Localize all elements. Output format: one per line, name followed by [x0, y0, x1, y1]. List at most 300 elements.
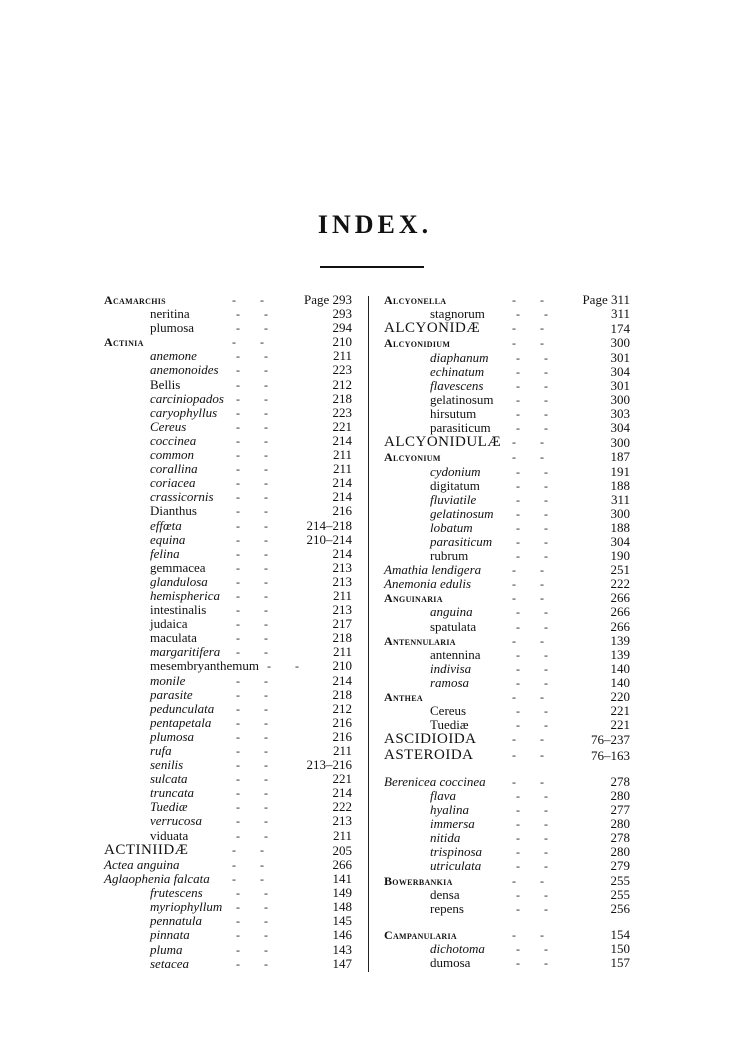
index-term: dichotoma — [430, 940, 485, 956]
leader-dashes: - - — [516, 478, 548, 493]
page-number: 214 — [332, 672, 352, 688]
index-term: immersa — [430, 816, 475, 832]
index-term: rufa — [150, 743, 172, 758]
index-term: Tuediæ — [430, 717, 469, 733]
page-number: 205 — [332, 842, 352, 858]
leader-dashes: - - — [236, 744, 268, 758]
leader-dashes: - - — [236, 307, 268, 322]
index-term: Cereus — [150, 418, 187, 434]
index-entry — [104, 603, 356, 617]
page-number: 278 — [610, 773, 630, 789]
leader-dashes: - - — [516, 789, 548, 803]
page-number: 255 — [610, 886, 630, 902]
page-number: 304 — [610, 420, 630, 436]
index-column-right — [384, 293, 634, 970]
index-entry — [104, 928, 356, 942]
index-entry — [104, 688, 356, 702]
index-entry — [104, 786, 356, 800]
index-entry — [104, 872, 356, 886]
index-entry — [104, 645, 356, 659]
leader-dashes: - - — [512, 336, 544, 351]
index-term: crassicornis — [150, 489, 214, 505]
index-term: anemone — [150, 348, 197, 364]
leader-dashes: - - — [236, 448, 268, 463]
index-entry — [384, 817, 634, 831]
leader-dashes: - - — [232, 872, 264, 887]
leader-dashes: - - — [236, 490, 268, 505]
index-term: stagnorum — [430, 306, 485, 322]
index-entry — [384, 620, 634, 634]
leader-dashes: - - — [236, 518, 268, 533]
index-entry — [384, 336, 634, 350]
index-entry — [384, 393, 634, 407]
page-number: 218 — [332, 630, 352, 646]
index-term: hirsutum — [430, 405, 477, 421]
leader-dashes: - - — [512, 873, 544, 888]
leader-dashes: - - — [516, 364, 548, 379]
page-number: 266 — [610, 618, 630, 634]
page-number: 214–218 — [306, 517, 352, 533]
page-number: 76–163 — [591, 747, 630, 763]
index-entry — [104, 957, 356, 971]
page-number: 280 — [610, 816, 630, 832]
page-number: 174 — [610, 321, 630, 337]
index-entry — [384, 365, 634, 379]
index-term: ASTEROIDA — [384, 746, 474, 763]
leader-dashes: - - — [512, 577, 544, 592]
index-entry — [104, 363, 356, 377]
index-term: Alcyonidium — [384, 336, 451, 351]
index-term: viduata — [150, 827, 189, 843]
index-term: flava — [430, 788, 456, 803]
index-entry — [104, 829, 356, 843]
index-term: utriculata — [430, 858, 482, 874]
index-term: pluma — [150, 941, 183, 957]
leader-dashes: - - — [236, 476, 268, 491]
index-entry — [104, 716, 356, 730]
page-number: 190 — [610, 548, 630, 564]
leader-dashes: - - — [512, 732, 544, 747]
index-term: coriacea — [150, 475, 196, 491]
index-entry — [384, 493, 634, 507]
leader-dashes: - - — [516, 887, 548, 902]
page-number: 139 — [610, 632, 630, 648]
page-number: 216 — [332, 714, 352, 730]
leader-dashes: - - — [516, 845, 548, 860]
index-term: coccinea — [150, 432, 197, 448]
page-number: 311 — [610, 306, 630, 322]
index-entry — [384, 874, 634, 888]
index-entry — [104, 589, 356, 603]
page-number: 216 — [332, 503, 352, 519]
index-term: Anguinaria — [384, 591, 443, 606]
leader-dashes: - - — [516, 535, 548, 549]
index-entry — [384, 407, 634, 421]
index-entry — [384, 465, 634, 479]
page-number: 154 — [610, 926, 630, 942]
index-entry — [384, 859, 634, 873]
leader-dashes: - - — [236, 914, 268, 929]
column-divider — [368, 296, 369, 972]
index-entry — [384, 605, 634, 619]
page-number: 191 — [610, 463, 630, 479]
index-entry — [104, 800, 356, 814]
leader-dashes: - - — [516, 941, 548, 956]
leader-dashes: - - — [512, 774, 544, 789]
leader-dashes: - - — [512, 563, 544, 578]
index-term: ALCYONIDÆ — [384, 320, 481, 337]
index-entry — [384, 732, 634, 747]
page-number: 214 — [332, 785, 352, 801]
page-number: 218 — [332, 390, 352, 406]
leader-dashes: - - — [512, 690, 544, 705]
leader-dashes: - - — [232, 335, 264, 350]
index-entry — [104, 519, 356, 533]
index-term: Dianthus — [150, 503, 197, 519]
index-term: dumosa — [430, 955, 471, 971]
leader-dashes: - - — [516, 307, 548, 322]
leader-dashes: - - — [516, 520, 548, 535]
index-term: digitatum — [430, 477, 480, 493]
leader-dashes: - - — [236, 391, 268, 406]
index-entry — [384, 549, 634, 563]
page-number: 187 — [610, 449, 630, 465]
leader-dashes: - - — [516, 859, 548, 874]
leader-dashes: - - — [236, 687, 268, 702]
index-term: plumosa — [150, 728, 195, 744]
page-title: INDEX. — [317, 210, 433, 239]
index-term: parasiticum — [430, 420, 491, 436]
page-number: 214 — [332, 489, 352, 505]
index-entry — [384, 845, 634, 859]
leader-dashes: - - — [516, 506, 548, 521]
leader-dashes: - - — [516, 421, 548, 436]
page-number: 213 — [332, 559, 352, 575]
index-term: cydonium — [430, 463, 481, 479]
index-entry — [384, 942, 634, 956]
page-number: 220 — [610, 689, 630, 705]
page-number: 256 — [610, 900, 630, 916]
index-entry — [104, 758, 356, 772]
index-entry — [384, 450, 634, 464]
index-term: parasiticum — [430, 534, 493, 549]
page-number: Page 311 — [582, 292, 630, 307]
leader-dashes: - - — [236, 715, 268, 730]
index-term: fluviatile — [430, 491, 477, 507]
index-term: Campanularia — [384, 927, 458, 942]
leader-dashes: - - — [512, 450, 544, 465]
index-entry — [104, 814, 356, 828]
index-entry — [384, 321, 634, 336]
index-entry — [384, 648, 634, 662]
index-term: trispinosa — [430, 844, 483, 860]
index-term: Amathia lendigera — [384, 562, 482, 578]
index-term: pennatula — [150, 913, 202, 929]
index-term: equina — [150, 531, 186, 547]
leader-dashes: - - — [236, 900, 268, 915]
index-entry — [104, 448, 356, 462]
index-term: ASCIDIOIDA — [384, 731, 477, 748]
index-entry — [104, 335, 356, 349]
leader-dashes: - - — [512, 633, 544, 648]
page-number: 214 — [332, 475, 352, 491]
page-number: 266 — [332, 856, 352, 872]
index-entry — [104, 575, 356, 589]
page-number: 213–216 — [306, 757, 352, 773]
page-number: 303 — [610, 405, 630, 421]
index-term: corallina — [150, 461, 198, 477]
page-number: 145 — [332, 913, 352, 929]
page-number: 211 — [332, 461, 352, 477]
leader-dashes: - - — [516, 901, 548, 916]
leader-dashes: - - — [516, 647, 548, 662]
leader-dashes: - - — [516, 831, 548, 846]
page-number: 301 — [610, 349, 630, 365]
index-entry — [384, 956, 634, 970]
index-entry — [104, 772, 356, 786]
leader-dashes: - - — [516, 464, 548, 479]
index-term: pinnata — [150, 927, 190, 943]
index-entry — [104, 406, 356, 420]
leader-dashes: - - — [236, 405, 268, 420]
leader-dashes: - - — [516, 406, 548, 421]
index-entry — [384, 307, 634, 321]
index-entry — [384, 507, 634, 521]
index-term: gelatinosum — [430, 391, 494, 407]
index-term: setacea — [150, 955, 189, 971]
leader-dashes: - - — [516, 675, 548, 690]
leader-dashes: - - — [516, 492, 548, 507]
leader-dashes: - - — [516, 661, 548, 676]
leader-dashes: - - — [516, 619, 548, 634]
leader-dashes: - - — [236, 419, 268, 434]
page-number: 141 — [332, 871, 352, 887]
leader-dashes: - - — [236, 814, 268, 829]
leader-dashes: - - — [232, 857, 264, 872]
page-number: 213 — [332, 602, 352, 618]
page-number: 266 — [610, 590, 630, 606]
index-entry — [104, 843, 356, 858]
page-number: 211 — [332, 644, 352, 660]
page-number: 211 — [332, 743, 352, 758]
index-term: pentapetala — [150, 714, 212, 730]
leader-dashes: - - — [236, 321, 268, 336]
leader-dashes: - - — [236, 772, 268, 787]
index-entry — [104, 886, 356, 900]
page-number: 266 — [610, 604, 630, 620]
index-entry — [384, 690, 634, 704]
page-number: 301 — [610, 377, 630, 393]
index-entry — [104, 858, 356, 872]
page-number: 148 — [332, 899, 352, 915]
leader-dashes: - - — [236, 377, 268, 392]
index-term: anguina — [430, 604, 473, 620]
page-number: 221 — [332, 771, 352, 787]
index-entry — [104, 462, 356, 476]
index-term: Aglaophenia falcata — [104, 871, 210, 887]
page-number: 149 — [332, 885, 352, 901]
page-number: 280 — [610, 844, 630, 860]
page-number: 217 — [332, 616, 352, 632]
page-number: 255 — [610, 872, 630, 888]
leader-dashes: - - — [236, 828, 268, 843]
page-number: 210 — [332, 658, 352, 674]
index-term: frutescens — [150, 885, 203, 901]
index-term: gemmacea — [150, 559, 206, 575]
page-number: 140 — [610, 674, 630, 690]
leader-dashes: - - — [516, 718, 548, 733]
leader-dashes: - - — [512, 591, 544, 606]
index-term: ramosa — [430, 674, 470, 690]
page-number: 146 — [332, 927, 352, 943]
index-entry — [384, 928, 634, 942]
index-entry — [384, 803, 634, 817]
page-number: 300 — [610, 391, 630, 407]
index-entry — [104, 744, 356, 758]
page-number: 221 — [610, 717, 630, 733]
leader-dashes: - - — [516, 704, 548, 719]
leader-dashes: - - — [516, 956, 548, 971]
page-number: 211 — [332, 447, 352, 463]
leader-dashes: - - — [512, 747, 544, 762]
index-term: plumosa — [150, 320, 195, 336]
index-entry — [384, 577, 634, 591]
page-number: 278 — [610, 830, 630, 846]
page-number: 157 — [610, 955, 630, 971]
index-term: Berenicea coccinea — [384, 773, 486, 789]
leader-dashes: - - — [236, 574, 268, 589]
index-entry — [104, 420, 356, 434]
index-term: margaritifera — [150, 644, 221, 660]
page-number: 211 — [332, 348, 352, 364]
leader-dashes: - - — [236, 546, 268, 561]
index-term: myriophyllum — [150, 899, 223, 915]
page-number: 223 — [332, 362, 352, 378]
index-entry — [104, 321, 356, 335]
index-entry — [384, 662, 634, 676]
index-term: verrucosa — [150, 813, 202, 829]
leader-dashes: - - — [236, 363, 268, 378]
leader-dashes: - - — [516, 350, 548, 365]
leader-dashes: - - — [516, 803, 548, 818]
index-entry — [104, 476, 356, 490]
index-term: densa — [430, 886, 460, 902]
index-entry — [384, 704, 634, 718]
page-number: 279 — [610, 858, 630, 874]
leader-dashes: - - — [236, 942, 268, 957]
leader-dashes: - - — [516, 378, 548, 393]
page-number: 311 — [610, 491, 630, 507]
index-term: intestinalis — [150, 602, 207, 618]
page-number: 221 — [332, 418, 352, 434]
index-term: Bellis — [150, 376, 181, 392]
index-entry — [104, 659, 356, 673]
index-entry — [384, 789, 634, 803]
index-entry — [104, 943, 356, 957]
index-term: neritina — [150, 306, 190, 322]
leader-dashes: - - — [236, 673, 268, 688]
page-number: 222 — [610, 576, 630, 592]
page-number: 277 — [610, 802, 630, 818]
index-entry — [384, 718, 634, 732]
index-term: diaphanum — [430, 349, 489, 365]
leader-dashes: - - — [236, 631, 268, 646]
page-number: 216 — [332, 728, 352, 744]
leader-dashes: - - — [236, 560, 268, 575]
index-entry — [104, 730, 356, 744]
leader-dashes: - - — [512, 321, 544, 336]
page-number: 210–214 — [306, 531, 352, 547]
leader-dashes: - - — [236, 800, 268, 815]
index-term: felina — [150, 545, 180, 561]
index-term: lobatum — [430, 519, 473, 535]
leader-dashes: - - — [236, 433, 268, 448]
index-term: spatulata — [430, 618, 477, 634]
leader-dashes: - - — [516, 549, 548, 564]
index-term: caryophyllus — [150, 404, 218, 420]
index-term: anemonoides — [150, 362, 219, 378]
page-number: 150 — [610, 940, 630, 956]
page-number: 300 — [610, 435, 630, 451]
page-number: 139 — [610, 646, 630, 662]
page-number: 214 — [332, 545, 352, 561]
index-entry — [384, 775, 634, 789]
index-entry — [384, 421, 634, 435]
leader-dashes: - - — [236, 928, 268, 943]
leader-dashes: - - — [236, 758, 268, 773]
index-term: flavescens — [430, 377, 484, 393]
index-entry — [104, 504, 356, 518]
leader-dashes: - - — [516, 605, 548, 620]
leader-dashes: - - — [236, 588, 268, 603]
index-entry — [104, 900, 356, 914]
page-number: 304 — [610, 363, 630, 379]
index-entry — [384, 435, 634, 450]
index-entry — [104, 547, 356, 561]
page-number: 218 — [332, 686, 352, 702]
page-number: 213 — [332, 813, 352, 829]
index-entry — [384, 379, 634, 393]
index-entry — [104, 307, 356, 321]
leader-dashes: - - — [516, 817, 548, 832]
page-number: 300 — [610, 335, 630, 351]
index-term: hemispherica — [150, 587, 221, 603]
index-term: Cereus — [430, 703, 467, 719]
page-number: 251 — [610, 562, 630, 578]
leader-dashes: - - — [236, 701, 268, 716]
index-entry — [384, 351, 634, 365]
title-rule — [320, 266, 424, 268]
index-term: antennina — [430, 646, 481, 662]
page-number: 212 — [332, 376, 352, 392]
index-term: Actea anguina — [104, 856, 180, 872]
page-number: 188 — [610, 519, 630, 535]
page-number: 140 — [610, 660, 630, 676]
leader-dashes: - - — [236, 729, 268, 744]
index-term: rubrum — [430, 548, 469, 564]
index-term: effœta — [150, 517, 182, 533]
page-number: 212 — [332, 700, 352, 716]
page-number: 222 — [332, 799, 352, 815]
index-entry — [104, 631, 356, 645]
page-number: 294 — [332, 320, 352, 336]
index-entry — [104, 533, 356, 547]
index-entry — [104, 349, 356, 363]
page-number: 210 — [332, 334, 352, 350]
index-term: truncata — [150, 785, 195, 801]
index-term: hyalina — [430, 802, 469, 818]
index-term: ACTINIIDÆ — [104, 841, 189, 858]
